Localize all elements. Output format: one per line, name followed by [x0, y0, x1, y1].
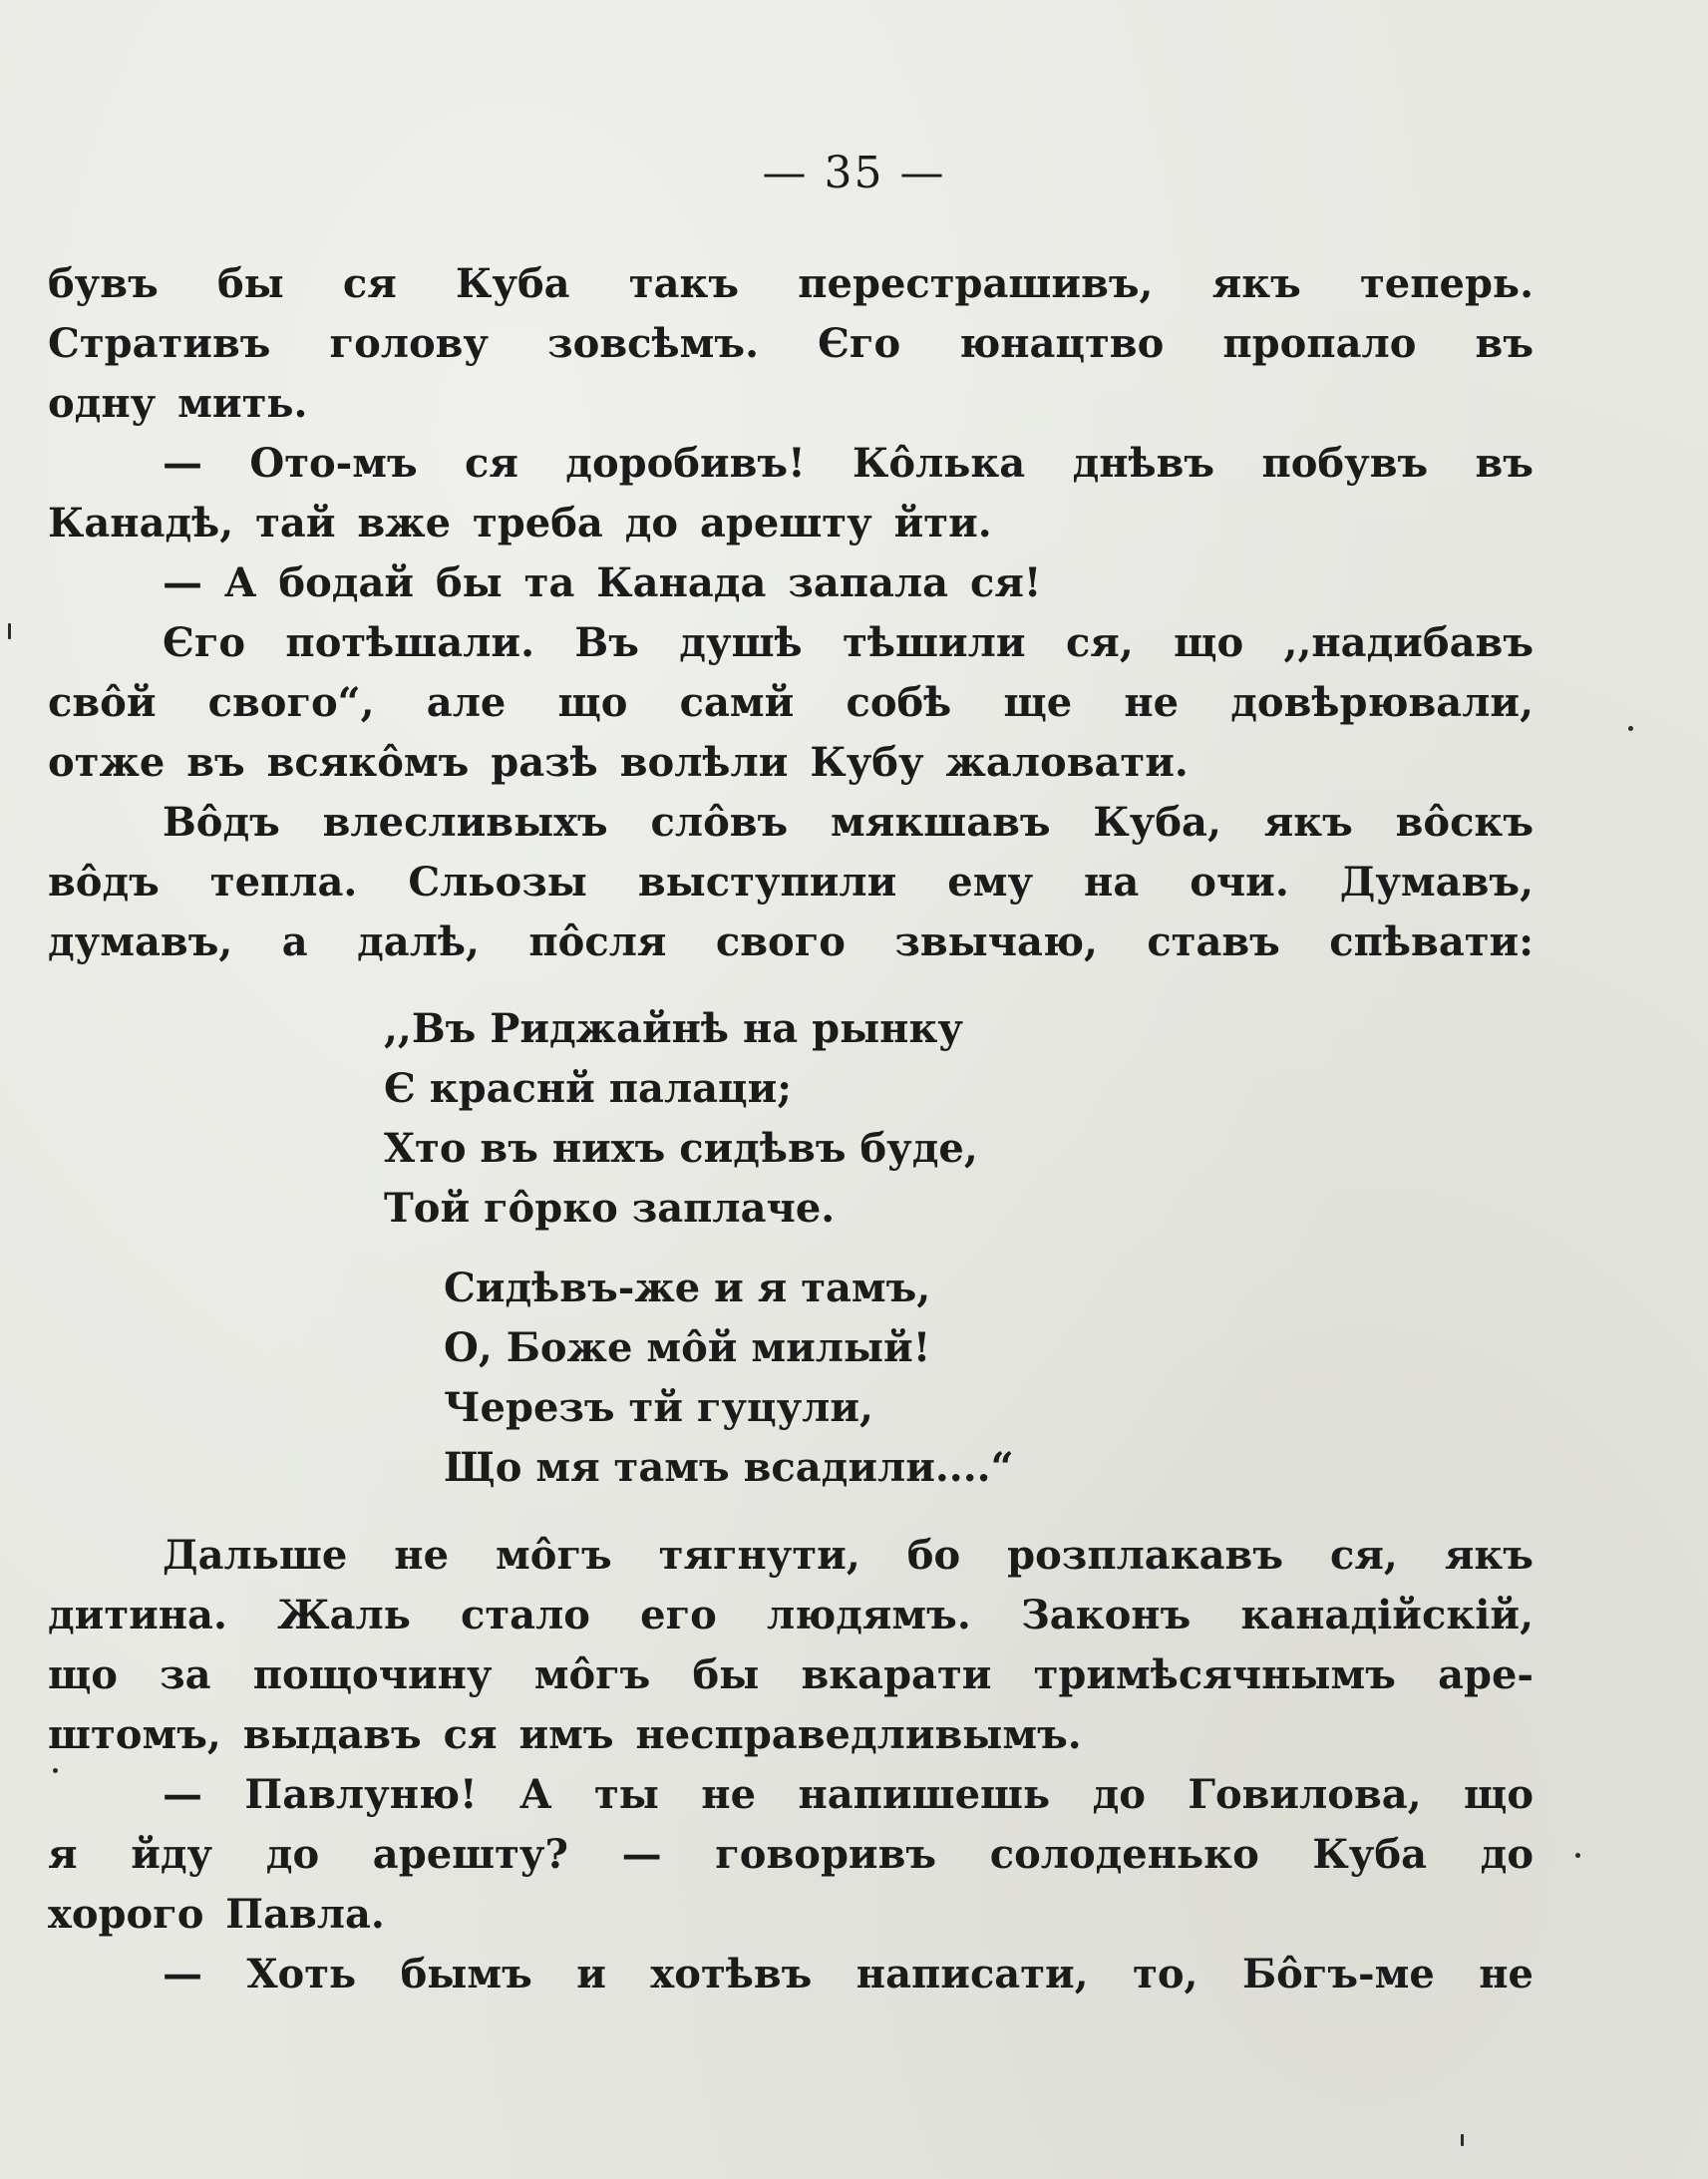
verse-line: Черезъ тй гуцули, [444, 1384, 873, 1431]
text-line: — А бодай бы та Канада запала ся! [163, 559, 1042, 606]
verse-line: Що мя тамъ всадили....“ [444, 1444, 1014, 1491]
text-line: що за пощочину мôгъ бы вкарати тримѣсячнымъ аре- [48, 1651, 1534, 1698]
page-number: — 35 — [762, 148, 946, 198]
speck [53, 1768, 58, 1773]
text-line: отже въ всякôмъ разѣ волѣли Кубу жаловати. [48, 739, 1189, 786]
text-line: — Хоть бымъ и хотѣвъ написати, то, Бôгъ-ме не [163, 1951, 1534, 1997]
text-line: бувъ бы ся Куба такъ перестрашивъ, якъ теперь. [48, 260, 1534, 307]
text-line: хорого Павла. [48, 1891, 385, 1938]
text-line: дитина. Жаль стало его людямъ. Законъ канадійскій, [48, 1592, 1534, 1638]
verse-line: О, Боже мôй милый! [444, 1324, 931, 1371]
speck [1628, 726, 1633, 731]
text-line: думавъ, а далѣ, пôсля свого звычаю, ставъ спѣвати: [48, 918, 1534, 965]
paragraphs-bottom [48, 1526, 1534, 2004]
text-line: — Павлуню! А ты не напишешь до Говилова, що [163, 1771, 1534, 1818]
text-line: одну мить. [48, 380, 308, 427]
verse-stanza-2 [444, 1259, 1014, 1498]
verse-line: ,,Въ Риджайнѣ на рынку [384, 1005, 963, 1052]
text-line: вôдъ тепла. Сльозы выступили ему на очи. Думавъ, [48, 859, 1534, 906]
verse-line: Є краснй палаци; [384, 1065, 793, 1112]
text-line: я йду до арешту? — говоривъ солоденько Куба до [48, 1831, 1534, 1878]
text-line: Вôдъ влесливыхъ слôвъ мякшавъ Куба, якъ вôскъ [163, 799, 1534, 846]
text-line: штомъ, выдавъ ся имъ несправедливымъ. [48, 1711, 1082, 1758]
text-line: Єго потѣшали. Въ душѣ тѣшили ся, що ,,надибавъ [163, 619, 1534, 666]
text-line: — Ото-мъ ся доробивъ! Кôлька днѣвъ побувъ въ [163, 440, 1534, 487]
speck [1461, 2134, 1464, 2146]
text-line: Стративъ голову зовсѣмъ. Єго юнацтво пропало въ [48, 320, 1534, 367]
paragraphs-top [48, 254, 1534, 972]
speck [1575, 1853, 1580, 1858]
verse-line: Той гôрко заплаче. [384, 1185, 836, 1232]
text-line: свôй свого“, але що самй собѣ ще не довѣрювали, [48, 679, 1534, 726]
text-line: Канадѣ, тай вже треба до арешту йти. [48, 500, 992, 546]
margin-mark [8, 623, 11, 639]
verse-line: Хто въ нихъ сидѣвъ буде, [384, 1125, 978, 1172]
text-line: Дальше не мôгъ тягнути, бо розплакавъ ся, якъ [163, 1532, 1534, 1579]
verse-line: Сидѣвъ-же и я тамъ, [444, 1265, 931, 1311]
verse-stanza-1 [384, 999, 978, 1239]
